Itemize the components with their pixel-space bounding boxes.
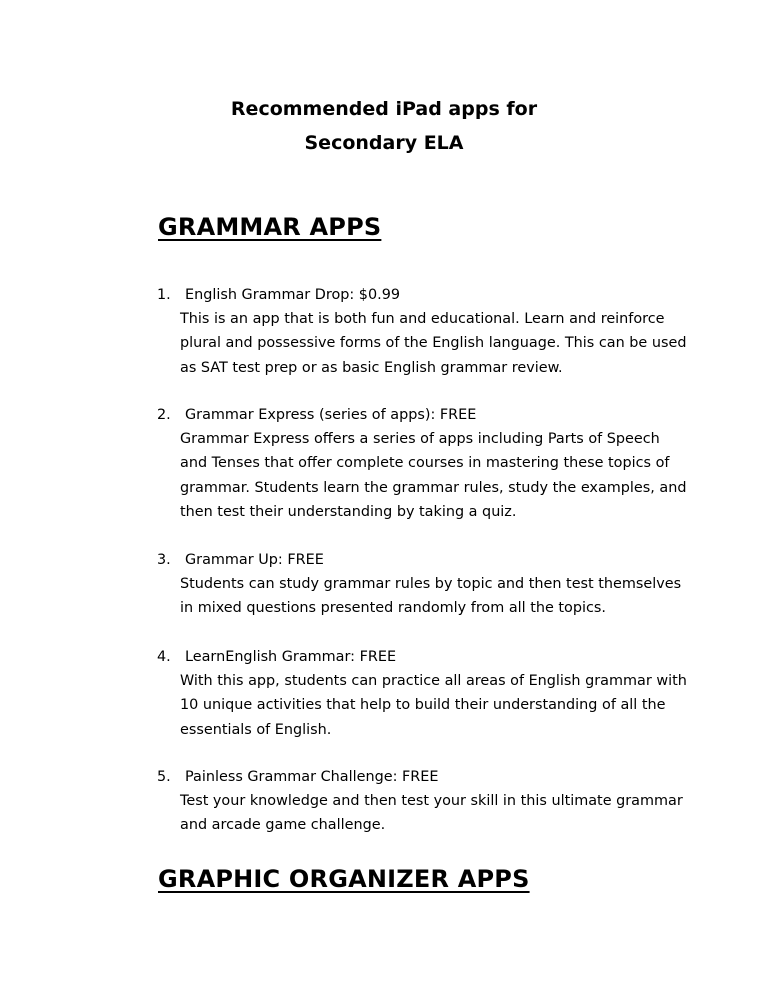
- description-line: 10 unique activities that help to build their understanding of all the: [180, 697, 666, 714]
- description-line: essentials of English.: [180, 721, 332, 738]
- item-number: 3.: [157, 552, 171, 568]
- item-title: Grammar Up: FREE: [185, 552, 324, 568]
- description-line: Students can study grammar rules by topic and then test themselves: [180, 576, 682, 593]
- description-line: and Tenses that offer complete courses in mastering these topics of: [180, 455, 670, 472]
- description-line: grammar. Students learn the grammar rules, study the examples, and: [180, 479, 687, 496]
- item-title: LearnEnglish Grammar: FREE: [185, 649, 397, 665]
- item-title: Grammar Express (series of apps): FREE: [185, 407, 477, 423]
- description-line: plural and possessive forms of the English language. This can be used: [180, 335, 687, 352]
- description-line: Grammar Express offers a series of apps including Parts of Speech: [180, 431, 660, 448]
- item-number: 5.: [157, 769, 171, 785]
- description-line: With this app, students can practice all areas of English grammar with: [180, 673, 687, 690]
- title-line-1: Recommended iPad apps for: [230, 98, 538, 120]
- item-description: [180, 572, 685, 620]
- description-line: in mixed questions presented randomly from all the topics.: [180, 600, 606, 617]
- description-line: then test their understanding by taking a quiz.: [180, 503, 517, 520]
- item-description: [180, 427, 685, 524]
- description-line: Test your knowledge and then test your skill in this ultimate grammar: [180, 793, 683, 810]
- item-title: Painless Grammar Challenge: FREE: [185, 769, 439, 785]
- item-number: 2.: [157, 407, 171, 423]
- section-heading-graphic-organizer-apps: GRAPHIC ORGANIZER APPS: [158, 865, 530, 893]
- description-line: as SAT test prep or as basic English grammar review.: [180, 359, 563, 376]
- item-title: English Grammar Drop: $0.99: [185, 287, 401, 303]
- item-description: [180, 789, 685, 837]
- title-line-2: Secondary ELA: [304, 132, 464, 154]
- item-description: [180, 307, 685, 380]
- item-number: 4.: [157, 649, 171, 665]
- item-description: [180, 669, 685, 742]
- item-number: 1.: [157, 287, 171, 303]
- document-title: [0, 92, 768, 160]
- section-heading-grammar-apps: GRAMMAR APPS: [158, 213, 382, 241]
- description-line: and arcade game challenge.: [180, 817, 386, 834]
- description-line: This is an app that is both fun and educational. Learn and reinforce: [180, 311, 665, 328]
